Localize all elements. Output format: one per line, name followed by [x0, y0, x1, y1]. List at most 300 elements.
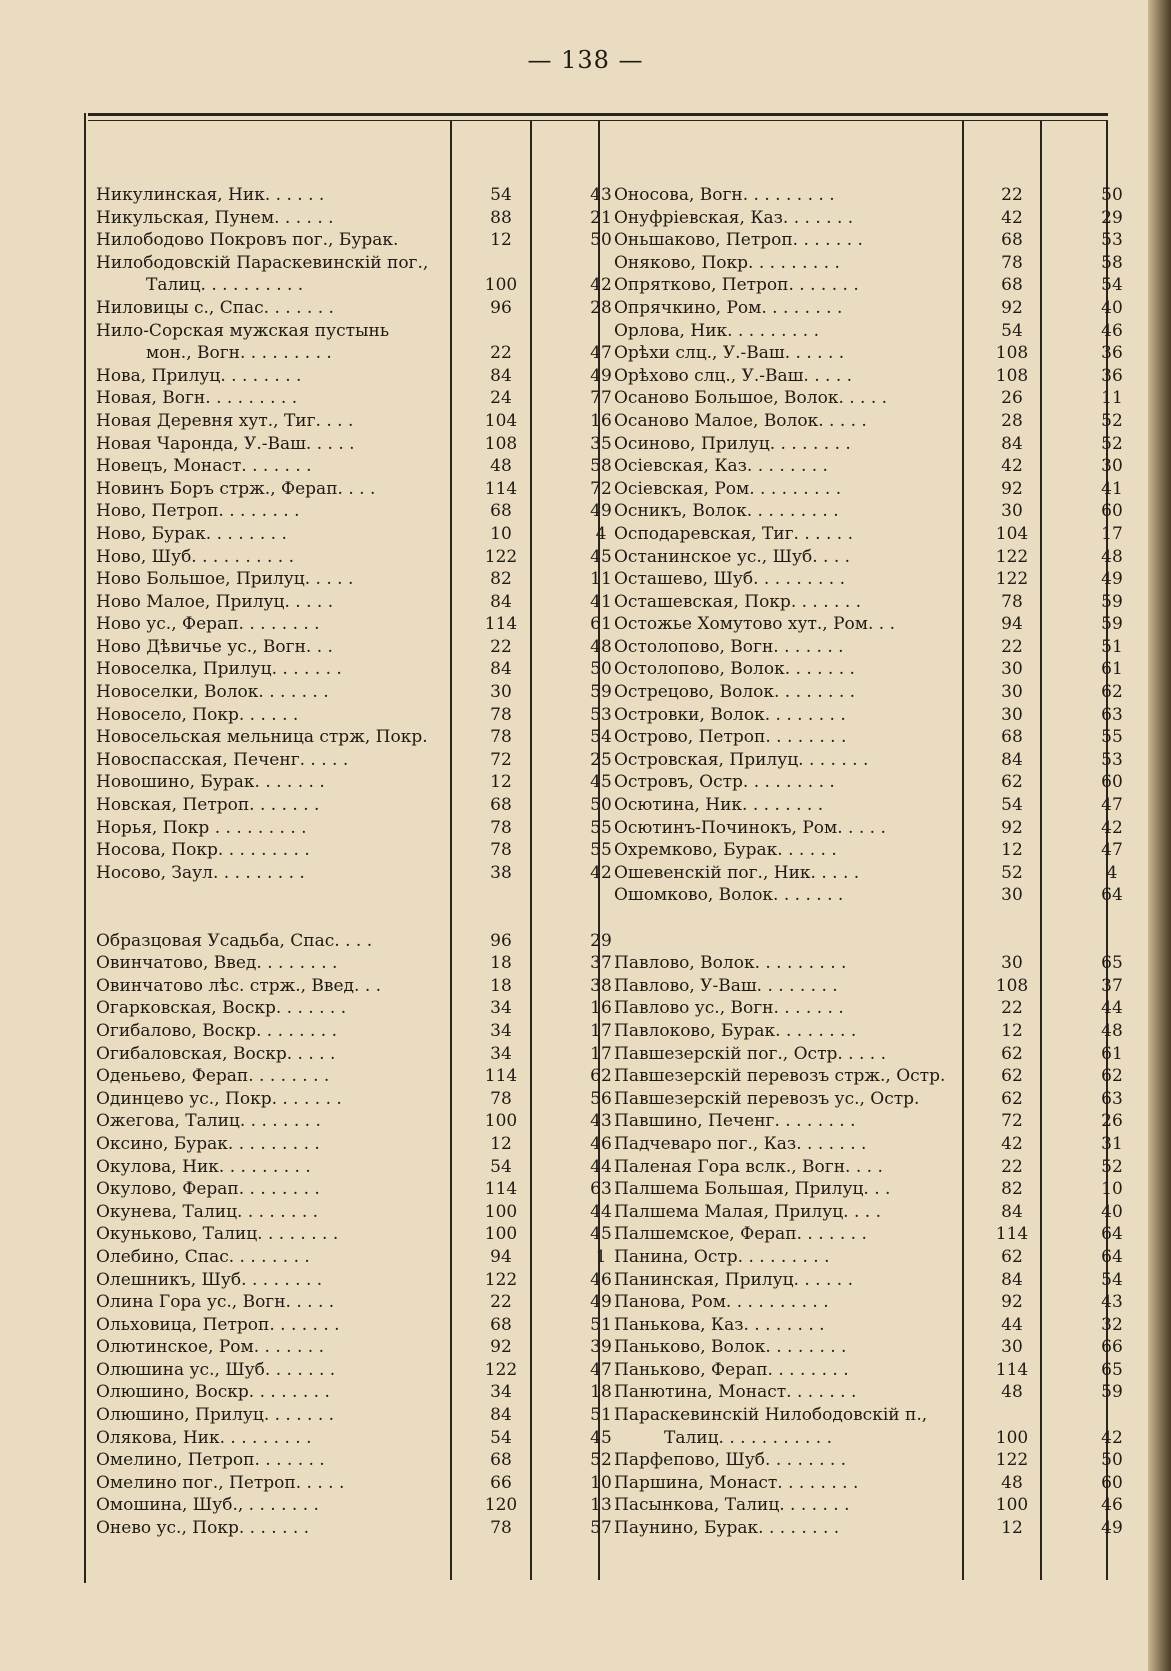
entry-number-1: 22 [1001, 998, 1023, 1019]
entry-name: Падчеваро пог., Каз. . . . . . . [614, 1133, 867, 1154]
entry-number-1: 54 [1001, 320, 1023, 341]
entry-number-2: 62 [1101, 682, 1123, 703]
entry-name: Норья, Покр . . . . . . . . . [96, 817, 307, 838]
entry-name: Образцовая Усадьба, Спас. . . . [96, 930, 373, 951]
entry-number-1: 62 [1001, 1043, 1023, 1064]
entry-number-1: 34 [490, 1382, 512, 1403]
entry-number-2: 31 [1101, 1133, 1123, 1154]
entry-number-1: 30 [1001, 953, 1023, 974]
entry-number-2: 11 [590, 569, 612, 590]
entry-number-2: 21 [590, 207, 612, 228]
entry-number-2: 32 [1101, 1314, 1123, 1335]
entry-name: Островъ, Остр. . . . . . . . . [614, 772, 835, 793]
entry-name: Осташево, Шуб. . . . . . . . . [614, 569, 845, 590]
entry-number-2: 17 [590, 1020, 612, 1041]
entry-name: Парфепово, Шуб. . . . . . . . [614, 1450, 847, 1471]
entry-number-1: 12 [490, 1133, 512, 1154]
entry-name: Ниловицы с., Спас. . . . . . . [96, 297, 334, 318]
entry-number-2: 62 [1101, 1066, 1123, 1087]
entry-name: Осникъ, Волок. . . . . . . . . [614, 501, 839, 522]
entry-number-1: 108 [995, 365, 1029, 386]
entry-name: Олюшина ус., Шуб. . . . . . . [96, 1359, 336, 1380]
entry-number-1: 84 [490, 659, 512, 680]
entry-number-2: 64 [1101, 885, 1123, 906]
entry-name: Осіевская, Каз. . . . . . . . [614, 456, 828, 477]
entry-name: Ольховица, Петроп. . . . . . . [96, 1314, 340, 1335]
entry-number-2: 59 [590, 682, 612, 703]
entry-name: Омелино пог., Петроп. . . . . [96, 1472, 345, 1493]
entry-number-1: 122 [995, 1450, 1029, 1471]
entry-name: Паньково, Волок. . . . . . . . [614, 1337, 847, 1358]
entry-number-2: 45 [590, 546, 612, 567]
entry-number-2: 40 [1101, 297, 1123, 318]
entry-number-2: 61 [1101, 659, 1123, 680]
entry-name: Осподаревская, Тиг. . . . . . [614, 523, 853, 544]
entry-name: Панинская, Прилуц. . . . . . [614, 1269, 853, 1290]
entry-number-2: 38 [590, 975, 612, 996]
entry-number-1: 22 [490, 343, 512, 364]
entry-number-1: 12 [490, 772, 512, 793]
entry-number-1: 96 [490, 930, 512, 951]
entry-number-1: 92 [1001, 817, 1023, 838]
entry-name: Павшино, Печенг. . . . . . . . [614, 1111, 856, 1132]
entry-number-2: 11 [1101, 388, 1123, 409]
entry-number-1: 114 [484, 1179, 518, 1200]
entry-number-1: 78 [490, 727, 512, 748]
entry-name: Овинчатово лѣс. стрж., Введ. . . [96, 975, 382, 996]
entry-name: Осташевская, Покр. . . . . . . [614, 591, 862, 612]
entry-name: Паршина, Монаст. . . . . . . . [614, 1472, 859, 1493]
entry-number-2: 54 [1101, 275, 1123, 296]
entry-number-2: 4 [1106, 862, 1118, 883]
entry-name: Осютинъ-Починокъ, Ром. . . . . [614, 817, 886, 838]
entry-number-1: 68 [1001, 727, 1023, 748]
entry-number-1: 96 [490, 297, 512, 318]
entry-number-2: 54 [1101, 1269, 1123, 1290]
entry-number-2: 51 [1101, 636, 1123, 657]
entry-name: Палшема Малая, Прилуц. . . . [614, 1201, 881, 1222]
entry-name: Ново ус., Ферап. . . . . . . . [96, 614, 320, 635]
entry-number-1: 94 [490, 1246, 512, 1267]
entry-name: Новая Деревня хут., Тиг. . . . [96, 410, 354, 431]
entry-number-1: 78 [1001, 252, 1023, 273]
entry-number-1: 82 [1001, 1179, 1023, 1200]
entry-name: Палшема Большая, Прилуц. . . [614, 1179, 891, 1200]
entry-number-1: 68 [490, 501, 512, 522]
entry-name: Овинчатово, Введ. . . . . . . . [96, 953, 338, 974]
entry-name: Огибалово, Воскр. . . . . . . . [96, 1020, 338, 1041]
entry-number-2: 62 [590, 1066, 612, 1087]
entry-number-2: 72 [590, 478, 612, 499]
entry-number-2: 16 [590, 998, 612, 1019]
entry-number-2: 13 [590, 1495, 612, 1516]
entry-name: Онуфріевская, Каз. . . . . . . [614, 207, 854, 228]
entry-number-2: 44 [590, 1201, 612, 1222]
entry-number-1: 84 [1001, 433, 1023, 454]
entry-number-1: 92 [1001, 1292, 1023, 1313]
entry-number-1: 78 [490, 704, 512, 725]
entry-number-2: 60 [1101, 772, 1123, 793]
entry-number-1: 122 [995, 546, 1029, 567]
entry-number-1: 114 [484, 614, 518, 635]
entry-name: Новоселки, Волок. . . . . . . [96, 682, 329, 703]
entry-number-2: 64 [1101, 1246, 1123, 1267]
entry-name: Новошино, Бурак. . . . . . . [96, 772, 325, 793]
entry-number-2: 43 [590, 185, 612, 205]
entry-name: Ожегова, Талиц. . . . . . . . [96, 1111, 321, 1132]
entry-name: Ново, Петроп. . . . . . . . [96, 501, 300, 522]
entry-number-1: 62 [1001, 1088, 1023, 1109]
entry-number-2: 10 [1101, 1179, 1123, 1200]
entry-name: Оньшаково, Петроп. . . . . . . [614, 230, 863, 251]
entry-number-2: 26 [1101, 1111, 1123, 1132]
entry-number-1: 84 [1001, 1201, 1023, 1222]
entry-number-2: 53 [590, 704, 612, 725]
entry-name: Олина Гора ус., Вогн. . . . . [96, 1292, 335, 1313]
entry-name: Панютина, Монаст. . . . . . . [614, 1382, 857, 1403]
entry-name: Осютина, Ник. . . . . . . . [614, 795, 824, 816]
entry-name: Новая, Вогн. . . . . . . . . [96, 388, 298, 409]
entry-number-1: 22 [1001, 636, 1023, 657]
entry-number-1: 84 [490, 1405, 512, 1426]
entry-number-1: 108 [484, 433, 518, 454]
entry-number-1: 108 [995, 975, 1029, 996]
entry-name: Носова, Покр. . . . . . . . . [96, 840, 310, 861]
entry-number-1: 100 [484, 275, 518, 296]
entry-number-1: 22 [490, 1292, 512, 1313]
entry-number-2: 66 [1101, 1337, 1123, 1358]
entry-number-2: 47 [1101, 840, 1123, 861]
entry-number-2: 55 [590, 840, 612, 861]
entry-number-2: 44 [590, 1156, 612, 1177]
entry-name: Нило-Сорская мужская пустынь [96, 320, 390, 341]
entry-number-2: 41 [1101, 478, 1123, 499]
entry-number-2: 46 [1101, 1495, 1123, 1516]
entry-name: Оксино, Бурак. . . . . . . . . [96, 1133, 320, 1154]
entry-name: Охремково, Бурак. . . . . . [614, 840, 837, 861]
entry-number-2: 41 [590, 591, 612, 612]
entry-name: Опрятково, Петроп. . . . . . . [614, 275, 859, 296]
entry-number-1: 122 [484, 1359, 518, 1380]
entry-number-1: 12 [1001, 1020, 1023, 1041]
entry-number-2: 56 [590, 1088, 612, 1109]
entry-number-1: 100 [995, 1495, 1029, 1516]
entry-name: Павшезерскій перевозъ ус., Остр. [614, 1088, 920, 1109]
entry-number-1: 120 [484, 1495, 518, 1516]
entry-name: Павшезерскій пог., Остр. . . . . [614, 1043, 886, 1064]
entry-number-2: 63 [590, 1179, 612, 1200]
entry-number-2: 48 [1101, 546, 1123, 567]
entry-number-1: 82 [490, 569, 512, 590]
entry-number-2: 40 [1101, 1201, 1123, 1222]
entry-number-2: 49 [590, 1292, 612, 1313]
entry-name: Носово, Заул. . . . . . . . . [96, 862, 305, 883]
entry-name: Павлово, Волок. . . . . . . . . [614, 953, 847, 974]
entry-name: Талиц. . . . . . . . . . [146, 275, 304, 296]
entry-number-2: 52 [1101, 433, 1123, 454]
entry-number-2: 43 [590, 1111, 612, 1132]
entry-name: Новинъ Боръ стрж., Ферап. . . . [96, 478, 376, 499]
entry-name: Орѣхи слц., У.-Ваш. . . . . . [614, 343, 845, 364]
entry-number-1: 108 [995, 343, 1029, 364]
entry-name: Палшемское, Ферап. . . . . . . [614, 1224, 867, 1245]
entry-name: Олебино, Спас. . . . . . . . [96, 1246, 310, 1267]
entry-number-1: 100 [484, 1111, 518, 1132]
entry-number-2: 50 [590, 230, 612, 251]
entry-number-1: 18 [490, 975, 512, 996]
entry-number-1: 48 [490, 456, 512, 477]
entry-name: Нилободово Покровъ пог., Бурак. [96, 230, 399, 251]
entry-number-1: 68 [490, 1314, 512, 1335]
entry-number-1: 34 [490, 1043, 512, 1064]
entry-name: Панькова, Каз. . . . . . . . [614, 1314, 825, 1335]
entry-number-2: 51 [590, 1405, 612, 1426]
entry-number-1: 88 [490, 207, 512, 228]
entry-number-2: 35 [590, 433, 612, 454]
entry-number-2: 51 [590, 1314, 612, 1335]
entry-number-1: 10 [490, 523, 512, 544]
table-top-rule [88, 113, 1108, 116]
entry-number-1: 78 [490, 817, 512, 838]
entry-name: Оносова, Вогн. . . . . . . . . [614, 185, 835, 205]
entry-number-2: 53 [1101, 749, 1123, 770]
entry-number-1: 62 [1001, 1246, 1023, 1267]
entry-name: Островская, Прилуц. . . . . . . [614, 749, 869, 770]
entry-number-1: 68 [490, 1450, 512, 1471]
entry-number-1: 84 [1001, 1269, 1023, 1290]
entry-number-1: 122 [995, 569, 1029, 590]
entry-number-1: 28 [1001, 410, 1023, 431]
entry-number-2: 37 [1101, 975, 1123, 996]
entry-number-2: 55 [590, 817, 612, 838]
entry-number-1: 12 [490, 230, 512, 251]
entry-name: Острово, Петроп. . . . . . . . [614, 727, 847, 748]
entry-number-2: 47 [1101, 795, 1123, 816]
entry-number-1: 62 [1001, 772, 1023, 793]
entry-number-2: 42 [590, 862, 612, 883]
entry-number-1: 122 [484, 1269, 518, 1290]
entry-number-2: 63 [1101, 704, 1123, 725]
entry-name: Останинское ус., Шуб. . . . [614, 546, 851, 567]
entry-name: Никулинская, Ник. . . . . . [96, 185, 325, 205]
entry-number-2: 59 [1101, 614, 1123, 635]
entry-number-1: 66 [490, 1472, 512, 1493]
entry-number-1: 100 [995, 1427, 1029, 1448]
entry-name: Окуньково, Талиц. . . . . . . . [96, 1224, 339, 1245]
entry-name: Пасынкова, Талиц. . . . . . . [614, 1495, 850, 1516]
entry-number-1: 122 [484, 546, 518, 567]
entry-number-1: 54 [490, 185, 512, 205]
entry-number-1: 114 [484, 478, 518, 499]
entry-number-2: 63 [1101, 1088, 1123, 1109]
entry-number-2: 43 [1101, 1292, 1123, 1313]
entry-number-2: 52 [1101, 410, 1123, 431]
entry-number-1: 114 [484, 1066, 518, 1087]
entry-number-1: 68 [490, 795, 512, 816]
entry-number-1: 30 [490, 682, 512, 703]
entry-number-1: 34 [490, 998, 512, 1019]
entry-name: Одинцево ус., Покр. . . . . . . [96, 1088, 342, 1109]
left-border [84, 113, 86, 1583]
entry-number-1: 30 [1001, 885, 1023, 906]
entry-number-2: 36 [1101, 343, 1123, 364]
entry-name: Омелино, Петроп. . . . . . . [96, 1450, 325, 1471]
entry-number-2: 17 [590, 1043, 612, 1064]
entry-number-1: 26 [1001, 388, 1023, 409]
entry-number-2: 54 [590, 727, 612, 748]
entry-number-1: 68 [1001, 230, 1023, 251]
entry-number-2: 65 [1101, 1359, 1123, 1380]
entry-number-2: 60 [1101, 501, 1123, 522]
entry-name: Ошомково, Волок. . . . . . . [614, 885, 844, 906]
entry-name: Осиново, Прилуц. . . . . . . . [614, 433, 851, 454]
entry-number-2: 53 [1101, 230, 1123, 251]
entry-name: Новая Чаронда, У.-Ваш. . . . . [96, 433, 355, 454]
entry-number-2: 30 [1101, 456, 1123, 477]
entry-number-1: 34 [490, 1020, 512, 1041]
entry-name: Ново Большое, Прилуц. . . . . [96, 569, 354, 590]
entry-number-1: 78 [490, 1088, 512, 1109]
entry-name: Ошевенскій пог., Ник. . . . . [614, 862, 860, 883]
entry-number-2: 49 [590, 365, 612, 386]
entry-number-2: 37 [590, 953, 612, 974]
entry-number-1: 44 [1001, 1314, 1023, 1335]
entry-number-1: 12 [1001, 1518, 1023, 1539]
entry-number-1: 42 [1001, 456, 1023, 477]
entry-number-2: 39 [590, 1337, 612, 1358]
entry-number-1: 54 [490, 1156, 512, 1177]
entry-name: Осаново Большое, Волок. . . . . [614, 388, 888, 409]
entry-name: Панина, Остр. . . . . . . . . [614, 1246, 830, 1267]
entry-name: Паленая Гора вслк., Вогн. . . . [614, 1156, 883, 1177]
entry-number-2: 10 [590, 1472, 612, 1493]
entry-name: Никульская, Пунем. . . . . . [96, 207, 334, 228]
entry-number-1: 92 [1001, 297, 1023, 318]
entry-number-1: 12 [1001, 840, 1023, 861]
entry-name: Олешникъ, Шуб. . . . . . . . [96, 1269, 323, 1290]
entry-number-1: 114 [995, 1224, 1029, 1245]
entry-name: Остолопово, Волок. . . . . . . [614, 659, 855, 680]
entry-number-2: 49 [1101, 1518, 1123, 1539]
entry-number-1: 92 [490, 1337, 512, 1358]
entry-number-1: 30 [1001, 501, 1023, 522]
entry-number-1: 114 [995, 1359, 1029, 1380]
entry-name: Огарковская, Воскр. . . . . . . [96, 998, 347, 1019]
entry-number-2: 49 [1101, 569, 1123, 590]
entry-number-2: 48 [590, 636, 612, 657]
entry-number-2: 52 [1101, 1156, 1123, 1177]
page-number: — 138 — [527, 46, 644, 74]
entry-name: Осаново Малое, Волок. . . . . [614, 410, 867, 431]
entry-number-2: 42 [1101, 1427, 1123, 1448]
entry-number-1: 22 [490, 636, 512, 657]
entry-number-1: 42 [1001, 207, 1023, 228]
entry-name: Островки, Волок. . . . . . . . [614, 704, 846, 725]
entry-number-1: 72 [490, 749, 512, 770]
entry-name: Нова, Прилуц. . . . . . . . [96, 365, 302, 386]
entry-number-1: 30 [1001, 1337, 1023, 1358]
entry-name: Павлово, У-Ваш. . . . . . . . [614, 975, 838, 996]
entry-name: Талиц. . . . . . . . . . . [664, 1427, 833, 1448]
entry-number-2: 46 [1101, 320, 1123, 341]
entry-number-2: 57 [590, 1518, 612, 1539]
entry-number-1: 30 [1001, 659, 1023, 680]
entry-number-2: 61 [1101, 1043, 1123, 1064]
entry-name: Павшезерскій перевозъ стрж., Остр. [614, 1066, 946, 1087]
entry-number-1: 84 [490, 365, 512, 386]
entry-number-1: 48 [1001, 1472, 1023, 1493]
entry-number-1: 78 [1001, 591, 1023, 612]
entry-number-2: 1 [595, 1246, 607, 1267]
entry-number-1: 72 [1001, 1111, 1023, 1132]
entry-number-2: 45 [590, 1224, 612, 1245]
entry-name: Онево ус., Покр. . . . . . . [96, 1518, 310, 1539]
entry-number-1: 22 [1001, 1156, 1023, 1177]
entry-number-2: 25 [590, 749, 612, 770]
entry-number-2: 47 [590, 1359, 612, 1380]
entry-name: Олюшино, Воскр. . . . . . . . [96, 1382, 330, 1403]
entry-number-2: 59 [1101, 591, 1123, 612]
entry-number-1: 48 [1001, 1382, 1023, 1403]
entry-number-2: 50 [1101, 1450, 1123, 1471]
entry-number-1: 84 [490, 591, 512, 612]
entry-name: Орѣхово слц., У.-Ваш. . . . . [614, 365, 853, 386]
entry-number-1: 78 [490, 840, 512, 861]
entry-number-2: 50 [1101, 185, 1123, 205]
entry-number-2: 47 [590, 343, 612, 364]
entry-name: Остолопово, Вогн. . . . . . . [614, 636, 844, 657]
entry-number-2: 58 [590, 456, 612, 477]
entry-name: Окулова, Ник. . . . . . . . . [96, 1156, 311, 1177]
entry-number-1: 54 [490, 1427, 512, 1448]
entry-name: Паньково, Ферап. . . . . . . . [614, 1359, 849, 1380]
entry-number-2: 45 [590, 772, 612, 793]
entry-number-1: 38 [490, 862, 512, 883]
entry-name: Остожье Хомутово хут., Ром. . . [614, 614, 895, 635]
entry-number-2: 28 [590, 297, 612, 318]
entry-name: Ново, Шуб. . . . . . . . . . [96, 546, 294, 567]
entry-name: Ново, Бурак. . . . . . . . [96, 523, 287, 544]
entry-number-1: 100 [484, 1201, 518, 1222]
entry-number-2: 29 [1101, 207, 1123, 228]
entry-number-2: 42 [1101, 817, 1123, 838]
entry-number-1: 42 [1001, 1133, 1023, 1154]
entry-number-2: 50 [590, 659, 612, 680]
entry-number-2: 65 [1101, 953, 1123, 974]
entry-number-1: 68 [1001, 275, 1023, 296]
entry-number-1: 104 [484, 410, 518, 431]
entry-number-2: 29 [590, 930, 612, 951]
entry-name: Павлоково, Бурак. . . . . . . . [614, 1020, 857, 1041]
entry-name: Окулово, Ферап. . . . . . . . [96, 1179, 320, 1200]
entry-name: Олюшино, Прилуц. . . . . . . [96, 1405, 335, 1426]
entry-number-2: 64 [1101, 1224, 1123, 1245]
entry-number-1: 62 [1001, 1066, 1023, 1087]
entry-number-2: 45 [590, 1427, 612, 1448]
entry-name: Нилободовскій Параскевинскій пог., [96, 252, 429, 273]
entry-number-2: 18 [590, 1382, 612, 1403]
entry-number-1: 84 [1001, 749, 1023, 770]
entry-number-2: 49 [590, 501, 612, 522]
entry-number-1: 92 [1001, 478, 1023, 499]
entry-number-1: 22 [1001, 185, 1023, 205]
entry-name: Огибаловская, Воскр. . . . . [96, 1043, 336, 1064]
entry-number-2: 50 [590, 795, 612, 816]
entry-number-2: 17 [1101, 523, 1123, 544]
entry-name: Окунева, Талиц. . . . . . . . [96, 1201, 319, 1222]
entry-name: Олютинское, Ром. . . . . . . [96, 1337, 324, 1358]
entry-number-2: 52 [590, 1450, 612, 1471]
